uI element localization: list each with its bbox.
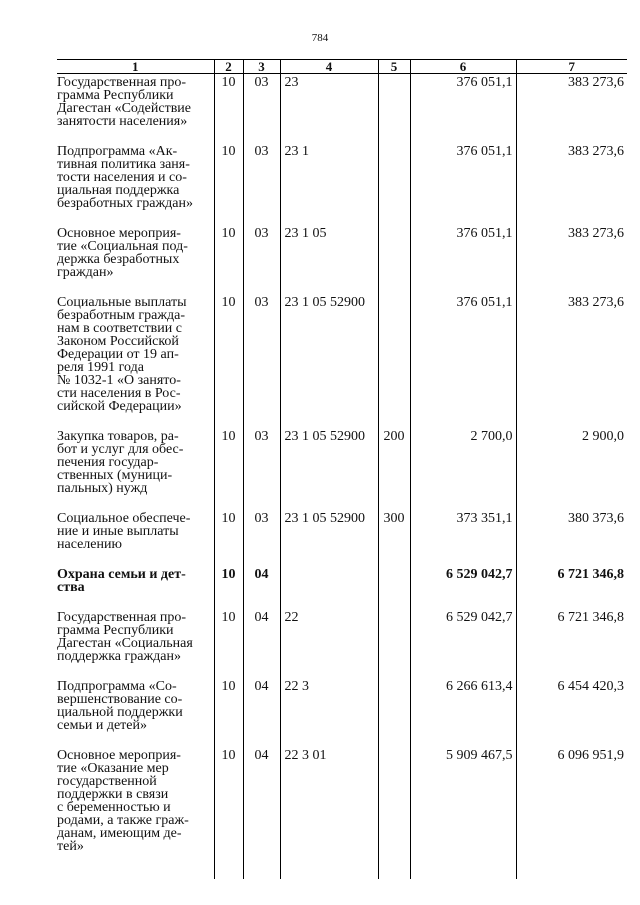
column-header-4: 4 xyxy=(280,60,378,74)
row-amount-col7: 6 721 346,8 xyxy=(516,594,627,663)
row-amount-col7: 380 373,6 xyxy=(516,495,627,551)
row-expense-type xyxy=(378,128,410,210)
row-section: 10 xyxy=(214,594,243,663)
row-expense-type xyxy=(378,210,410,279)
row-target-code: 22 3 01 xyxy=(280,732,378,879)
row-target-code: 23 1 05 52900 xyxy=(280,495,378,551)
row-target-code: 22 xyxy=(280,594,378,663)
row-expense-type xyxy=(378,551,410,594)
row-expense-type xyxy=(378,663,410,732)
row-amount-col6: 376 051,1 xyxy=(410,210,516,279)
row-section: 10 xyxy=(214,495,243,551)
row-target-code: 23 1 05 52900 xyxy=(280,413,378,495)
row-amount-col6: 2 700,0 xyxy=(410,413,516,495)
row-amount-col6: 373 351,1 xyxy=(410,495,516,551)
row-amount-col6: 6 529 042,7 xyxy=(410,594,516,663)
row-subsection: 03 xyxy=(243,128,280,210)
row-expense-type xyxy=(378,74,410,129)
row-section: 10 xyxy=(214,551,243,594)
row-subsection: 04 xyxy=(243,663,280,732)
table-row xyxy=(57,663,627,732)
table-row xyxy=(57,210,627,279)
row-name: Подпрограмма «Ак- тивная политика заня- тости населения и со- циальная поддержка безработных граждан» xyxy=(57,144,193,211)
table-row xyxy=(57,413,627,495)
row-name: Государственная про- грамма Республики Дагестан «Социальная поддержка граждан» xyxy=(57,610,193,664)
row-subsection: 04 xyxy=(243,551,280,594)
row-subsection: 03 xyxy=(243,495,280,551)
column-header-2: 2 xyxy=(214,60,243,74)
row-amount-col7: 383 273,6 xyxy=(516,74,627,129)
row-target-code: 23 1 05 xyxy=(280,210,378,279)
row-target-code: 22 3 xyxy=(280,663,378,732)
row-section: 10 xyxy=(214,210,243,279)
row-amount-col6: 6 266 613,4 xyxy=(410,663,516,732)
row-amount-col7: 383 273,6 xyxy=(516,128,627,210)
row-amount-col7: 383 273,6 xyxy=(516,210,627,279)
column-header-3: 3 xyxy=(243,60,280,74)
column-header-5: 5 xyxy=(378,60,410,74)
row-amount-col6: 376 051,1 xyxy=(410,279,516,413)
row-expense-type: 200 xyxy=(378,413,410,495)
row-amount-col7: 383 273,6 xyxy=(516,279,627,413)
row-target-code xyxy=(280,551,378,594)
column-header-1: 1 xyxy=(57,60,214,74)
row-subsection: 04 xyxy=(243,732,280,879)
row-expense-type xyxy=(378,279,410,413)
row-section: 10 xyxy=(214,279,243,413)
row-target-code: 23 1 xyxy=(280,128,378,210)
row-amount-col7: 6 454 420,3 xyxy=(516,663,627,732)
row-target-code: 23 xyxy=(280,74,378,129)
row-expense-type xyxy=(378,732,410,879)
table-row xyxy=(57,732,627,879)
column-header-6: 6 xyxy=(410,60,516,74)
row-name: Основное мероприя- тие «Оказание мер государственной поддержки в связи с беременностью и родами, а также граж- данам, имеющим де- тей» xyxy=(57,748,189,854)
row-subsection: 03 xyxy=(243,279,280,413)
row-name: Охрана семьи и дет- ства xyxy=(57,567,186,595)
row-section: 10 xyxy=(214,128,243,210)
row-amount-col6: 376 051,1 xyxy=(410,74,516,129)
row-expense-type: 300 xyxy=(378,495,410,551)
row-subsection: 03 xyxy=(243,74,280,129)
row-name: Государственная про- грамма Республики Дагестан «Содействие занятости населения» xyxy=(57,75,192,129)
row-name: Закупка товаров, ра- бот и услуг для обес- печения государ- ственных (муници- пальных) нужд xyxy=(57,429,184,496)
row-amount-col6: 6 529 042,7 xyxy=(410,551,516,594)
row-amount-col7: 6 721 346,8 xyxy=(516,551,627,594)
budget-table xyxy=(57,59,627,879)
row-section: 10 xyxy=(214,74,243,129)
table-row xyxy=(57,594,627,663)
row-name: Социальное обеспече- ние и иные выплаты населению xyxy=(57,511,191,552)
row-subsection: 03 xyxy=(243,413,280,495)
row-amount-col7: 6 096 951,9 xyxy=(516,732,627,879)
page-number: 784 xyxy=(311,32,329,44)
row-amount-col7: 2 900,0 xyxy=(516,413,627,495)
row-name: Социальные выплаты безработным гражда- нам в соответствии с Законом Российской Федерации от 19 ап- реля 1991 года № 1032-1 «О занято- сти населения в Рос- сийской Федерации» xyxy=(57,295,187,414)
row-name: Подпрограмма «Со- вершенствование со- циальной поддержки семьи и детей» xyxy=(57,679,183,733)
row-section: 10 xyxy=(214,663,243,732)
row-amount-col6: 5 909 467,5 xyxy=(410,732,516,879)
row-amount-col6: 376 051,1 xyxy=(410,128,516,210)
row-section: 10 xyxy=(214,732,243,879)
row-name: Основное мероприя- тие «Социальная под- держка безработных граждан» xyxy=(57,226,188,280)
table-row xyxy=(57,495,627,551)
row-subsection: 03 xyxy=(243,210,280,279)
table-row xyxy=(57,279,627,413)
row-section: 10 xyxy=(214,413,243,495)
table-row xyxy=(57,551,627,594)
row-target-code: 23 1 05 52900 xyxy=(280,279,378,413)
table-row xyxy=(57,128,627,210)
column-header-7: 7 xyxy=(516,60,627,74)
row-expense-type xyxy=(378,594,410,663)
table-body xyxy=(57,74,627,880)
table-row xyxy=(57,74,627,129)
table-header-row xyxy=(57,60,627,74)
row-subsection: 04 xyxy=(243,594,280,663)
